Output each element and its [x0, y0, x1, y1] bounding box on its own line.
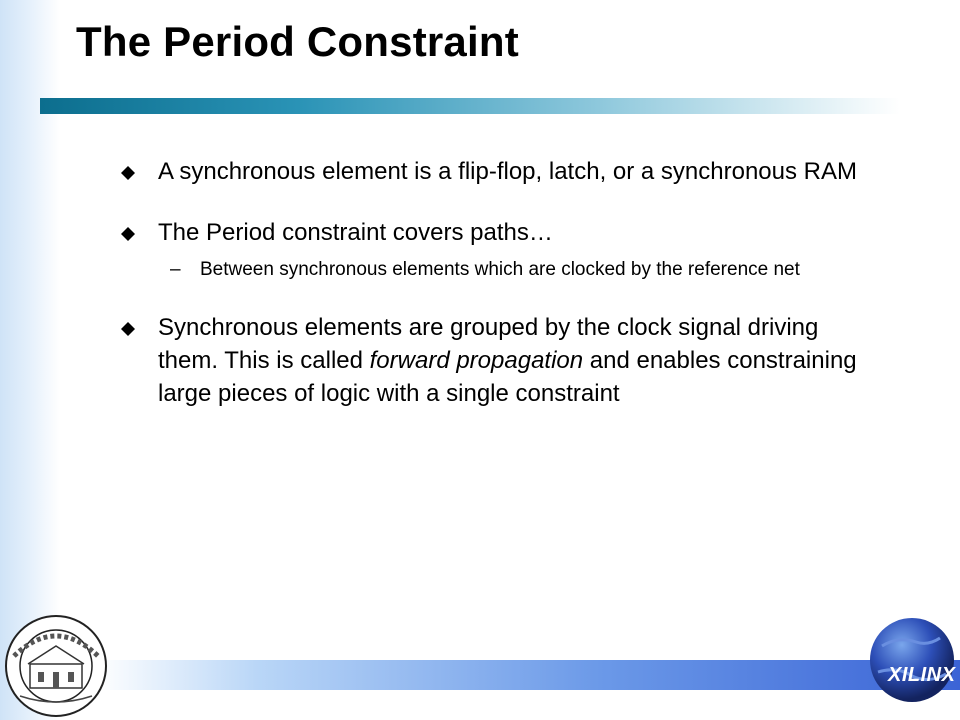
- bullet-item: [118, 311, 948, 410]
- bullet-line-2: [158, 344, 948, 377]
- footer-bar: [60, 660, 960, 690]
- university-seal-logo: [2, 612, 110, 720]
- sub-bullet-dash: –: [170, 259, 181, 280]
- slide-title: The Period Constraint: [76, 18, 519, 65]
- sub-bullet-text: Between synchronous elements which are clocked by the reference net: [200, 259, 800, 280]
- bullet-line-1: Synchronous elements are grouped by the clock signal driving: [158, 314, 819, 341]
- diamond-bullet-icon: [120, 226, 136, 242]
- bullet-line-3: large pieces of logic with a single constraint: [158, 380, 620, 407]
- bullet-item: [118, 216, 948, 249]
- title-underline-bar: [40, 98, 900, 114]
- bullet-line-2-pre: them. This is called: [158, 347, 370, 374]
- sub-bullet-item: [118, 257, 948, 283]
- bullet-text: The Period constraint covers paths…: [158, 219, 553, 246]
- diamond-bullet-icon: [120, 321, 136, 337]
- bullet-line-2-post: and enables constraining: [583, 347, 857, 374]
- bullet-text: A synchronous element is a flip-flop, latch, or a synchronous RAM: [158, 158, 857, 185]
- bullet-item: [118, 155, 948, 188]
- xilinx-brand-label: XILINX: [888, 664, 956, 686]
- slide-body: [118, 150, 948, 410]
- emphasis-text: forward propagation: [369, 347, 584, 374]
- diamond-bullet-icon: [120, 165, 136, 181]
